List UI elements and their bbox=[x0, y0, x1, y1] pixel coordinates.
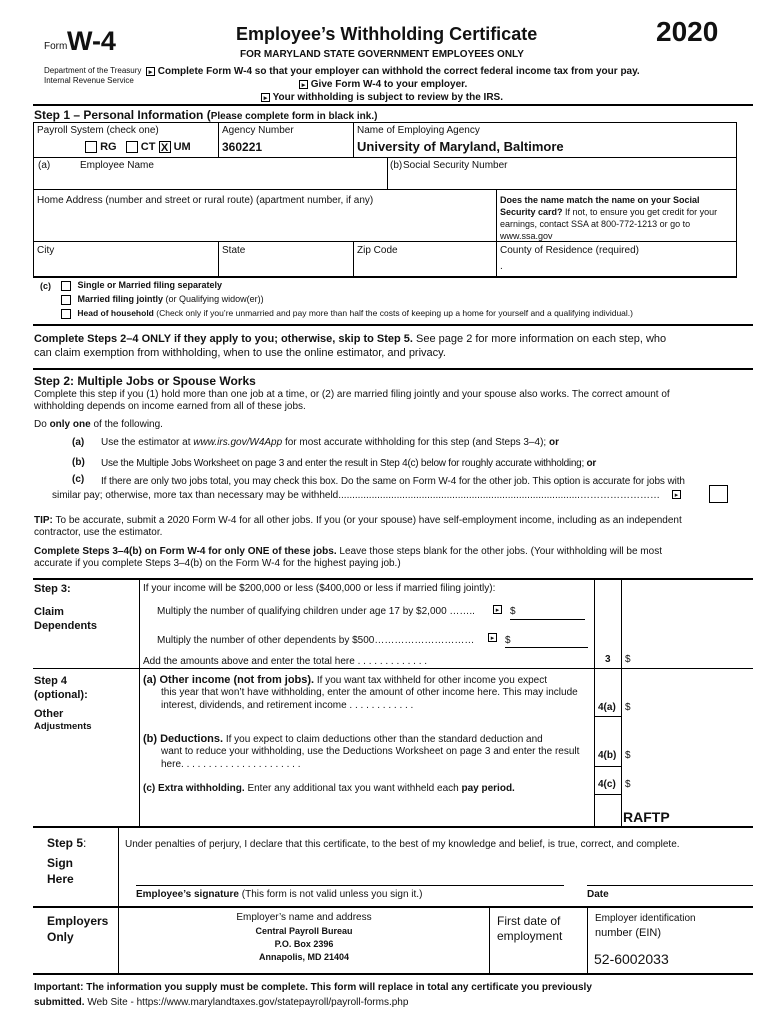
form-word: Form bbox=[44, 41, 68, 52]
complete-steps-note-line2: can claim exemption from withholding, when to use the online estimator, and privacy. bbox=[34, 347, 446, 359]
instruction-line1: ▸ Complete Form W-4 so that your employer can withhold the correct federal income tax from your pay. bbox=[146, 66, 640, 77]
step2-b-label: (b) bbox=[72, 457, 85, 468]
form-code: W-4 bbox=[67, 26, 116, 56]
married-checkbox[interactable] bbox=[61, 295, 71, 305]
employee-name-label: Employee Name bbox=[80, 160, 154, 171]
county-field[interactable]: . bbox=[500, 261, 503, 272]
dollar-sign: $ bbox=[505, 635, 511, 646]
b-label: (b) bbox=[390, 160, 403, 171]
dollar-sign: $ bbox=[510, 606, 516, 617]
agency-name-field[interactable]: University of Maryland, Baltimore bbox=[357, 139, 564, 154]
footer-website: submitted. Web Site - https://www.marylandtaxes.gov/statepayroll/payroll-forms.php bbox=[34, 997, 409, 1008]
rg-checkbox[interactable] bbox=[85, 141, 97, 153]
payroll-options: RG CT X UM bbox=[85, 141, 191, 153]
line-4b-field[interactable] bbox=[634, 748, 744, 762]
step4b-line1: (b) Deductions. If you expect to claim deductions other than the standard deduction and bbox=[143, 733, 543, 745]
tip-line1: TIP: To be accurate, submit a 2020 Form W-4 for all other jobs. If you (or your spouse) have self-employment income, including as an independent bbox=[34, 515, 682, 526]
dollar-sign: $ bbox=[625, 779, 631, 790]
step3-children-text: Multiply the number of qualifying children under age 17 by $2,000 …….. bbox=[157, 606, 475, 617]
arrow-icon: ▸ bbox=[146, 67, 155, 76]
employers-label1: Employers bbox=[47, 914, 109, 928]
agency-number-label: Agency Number bbox=[222, 125, 294, 136]
county-label: County of Residence (required) bbox=[500, 245, 639, 256]
step4a-line1: (a) Other income (not from jobs). If you want tax withheld for other income you expect bbox=[143, 674, 548, 686]
ssn-field[interactable] bbox=[392, 173, 732, 187]
step4-label2: (optional): bbox=[34, 689, 88, 701]
state-field[interactable] bbox=[222, 258, 342, 272]
form-title: Employee’s Withholding Certificate bbox=[236, 24, 538, 44]
instruction-line2: ▸ Give Form W-4 to your employer. bbox=[299, 79, 467, 90]
employee-name-field[interactable] bbox=[38, 173, 378, 187]
dollar-sign: $ bbox=[625, 702, 631, 713]
step4b-line3: here. . . . . . . . . . . . . . . . . . . . . . bbox=[161, 759, 301, 770]
step4-sub2: Adjustments bbox=[34, 721, 92, 732]
step3-label: Step 3: bbox=[34, 583, 71, 595]
ein-value[interactable]: 52-6002033 bbox=[594, 951, 669, 967]
city-label: City bbox=[37, 245, 55, 256]
arrow-icon: ▸ bbox=[672, 490, 681, 499]
first-date-field[interactable] bbox=[495, 944, 583, 968]
step3-sub1: Claim bbox=[34, 606, 64, 618]
step2-a-text: Use the estimator at www.irs.gov/W4App for most accurate withholding for this step (and Steps 3–4); or bbox=[101, 437, 559, 448]
step2-do-only: Do only one of the following. bbox=[34, 419, 163, 430]
children-amount-field[interactable] bbox=[518, 604, 584, 618]
line-4c-field[interactable] bbox=[634, 777, 744, 791]
dept-line2: Internal Revenue Service bbox=[44, 76, 134, 85]
head-of-household-checkbox[interactable] bbox=[61, 309, 71, 319]
step3-income-note: If your income will be $200,000 or less ($400,000 or less if married filing jointly): bbox=[143, 583, 496, 594]
line-4c-label: 4(c) bbox=[598, 779, 616, 790]
date-label: Date bbox=[587, 889, 609, 900]
employer-name-address: Employer’s name and address Central Payroll Bureau P.O. Box 2396 Annapolis, MD 21404 bbox=[236, 912, 372, 962]
arrow-icon: ▸ bbox=[493, 605, 502, 614]
step1-heading: Step 1 – Personal Information (Please complete form in black ink.) bbox=[34, 108, 378, 122]
raftp-stamp: RAFTP bbox=[623, 809, 670, 825]
address-label: Home Address (number and street or rural route) (apartment number, if any) bbox=[37, 195, 374, 206]
line-4a-field[interactable] bbox=[634, 700, 744, 714]
line-4b-label: 4(b) bbox=[598, 750, 617, 761]
employers-label2: Only bbox=[47, 930, 74, 944]
complete34-line2: accurate if you complete Steps 3–4(b) on the Form W-4 for the highest paying job.) bbox=[34, 558, 401, 569]
step2-a-label: (a) bbox=[72, 437, 85, 448]
state-label: State bbox=[222, 245, 246, 256]
step2-heading: Step 2: Multiple Jobs or Spouse Works bbox=[34, 374, 256, 388]
ct-checkbox[interactable] bbox=[126, 141, 138, 153]
complete-steps-note: Complete Steps 2–4 ONLY if they apply to you; otherwise, skip to Step 5. See page 2 for more information on each step, who bbox=[34, 333, 667, 345]
two-jobs-checkbox[interactable] bbox=[709, 485, 728, 503]
step5-label: Step 5: bbox=[47, 836, 87, 850]
city-field[interactable] bbox=[38, 258, 208, 272]
ein-label2: number (EIN) bbox=[595, 927, 662, 939]
dollar-sign: $ bbox=[625, 750, 631, 761]
payroll-system-label: Payroll System (check one) bbox=[37, 125, 159, 136]
zip-field[interactable] bbox=[357, 258, 487, 272]
form-year: 2020 bbox=[656, 16, 719, 47]
arrow-icon: ▸ bbox=[299, 80, 308, 89]
step2-c-label: (c) bbox=[72, 474, 85, 485]
um-checkbox[interactable]: X bbox=[159, 141, 171, 153]
step4b-line2: want to reduce your withholding, use the Deductions Worksheet on page 3 and enter the result bbox=[161, 746, 580, 757]
step3-other-deps-text: Multiply the number of other dependents by $500………………………… bbox=[157, 635, 475, 646]
arrow-icon: ▸ bbox=[488, 633, 497, 642]
step4a-line3: interest, dividends, and retirement income . . . . . . . . . . . . bbox=[161, 700, 414, 711]
filing-married: Married filing jointly (or Qualifying widow(er)) bbox=[61, 294, 264, 305]
footer-important: Important: The information you supply must be complete. This form will replace in total any certificate you previously bbox=[34, 982, 592, 993]
instruction-line3: ▸ Your withholding is subject to review by the IRS. bbox=[261, 92, 503, 103]
arrow-icon: ▸ bbox=[261, 93, 270, 102]
step4-sub1: Other bbox=[34, 708, 64, 720]
filing-head-of-household: Head of household (Check only if you’re unmarried and pay more than half the costs of keeping up a home for yourself and a qualifying individual.) bbox=[61, 308, 633, 319]
address-field[interactable] bbox=[38, 212, 488, 236]
first-date-label1: First date of bbox=[497, 914, 561, 928]
payroll-forms-link[interactable]: Web Site - https://www.marylandtaxes.gov/statepayroll/payroll-forms.php bbox=[84, 997, 409, 1008]
ein-label1: Employer identification bbox=[595, 913, 696, 924]
first-date-label2: employment bbox=[497, 929, 563, 943]
agency-number-field[interactable]: 360221 bbox=[222, 140, 263, 154]
ssa-note: Does the name match the name on your Social Security card? If not, to ensure you get credit for your earnings, contact SSA at 800-772-1213 or go to www.ssa.gov bbox=[500, 195, 718, 241]
irs-estimator-link[interactable]: www.irs.gov/W4App bbox=[193, 437, 283, 448]
step5-sub1: Sign bbox=[47, 856, 73, 870]
step4a-line2: this year that won’t have withholding, enter the amount of other income here. This may include bbox=[161, 687, 578, 698]
c-label: (c) bbox=[40, 281, 51, 291]
step5-sub2: Here bbox=[47, 872, 74, 886]
dept-line1: Department of the Treasury bbox=[44, 66, 142, 75]
date-field[interactable] bbox=[587, 858, 747, 884]
agency-name-label: Name of Employing Agency bbox=[357, 125, 480, 136]
step2-c-text1: If there are only two jobs total, you may check this box. Do the same on Form W-4 for the other job. This option is accurate for jobs with bbox=[101, 476, 685, 487]
line-3-label: 3 bbox=[605, 654, 611, 665]
a-label: (a) bbox=[38, 160, 51, 171]
step2-p1: Complete this step if you (1) hold more than one job at a time, or (2) are married filing jointly and your spouse also works. The correct amount of bbox=[34, 389, 670, 400]
zip-label: Zip Code bbox=[357, 245, 398, 256]
step3-add-total: Add the amounts above and enter the total here . . . . . . . . . . . . . bbox=[143, 656, 428, 667]
other-deps-amount-field[interactable] bbox=[513, 632, 587, 646]
line-3-field[interactable] bbox=[634, 652, 744, 666]
divider bbox=[33, 104, 753, 106]
dollar-sign: $ bbox=[625, 654, 631, 665]
step4-label: Step 4 bbox=[34, 675, 68, 687]
form-subtitle: FOR MARYLAND STATE GOVERNMENT EMPLOYEES ONLY bbox=[240, 49, 524, 60]
perjury-declaration: Under penalties of perjury, I declare that this certificate, to the best of my knowledge and belief, is true, correct, and complete. bbox=[125, 839, 680, 850]
step2-p2: withholding depends on income earned from all of these jobs. bbox=[34, 401, 306, 412]
signature-field[interactable] bbox=[136, 858, 556, 884]
single-checkbox[interactable] bbox=[61, 281, 71, 291]
complete34-line1: Complete Steps 3–4(b) on Form W-4 for only ONE of these jobs. Leave those steps blank for the other jobs. (Your withholding will be most bbox=[34, 546, 662, 557]
step2-b-text: Use the Multiple Jobs Worksheet on page 3 and enter the result in Step 4(c) below for roughly accurate withholding; or bbox=[101, 458, 597, 469]
step3-sub2: Dependents bbox=[34, 620, 97, 632]
tip-line2: contractor, use the estimator. bbox=[34, 527, 163, 538]
step2-c-text2: similar pay; otherwise, more tax than necessary may be withheld.......................................................................................…………………… bbox=[52, 490, 660, 501]
step4c-line: (c) Extra withholding. Enter any additional tax you want withheld each pay period. bbox=[143, 783, 515, 794]
line-4a-label: 4(a) bbox=[598, 702, 616, 713]
filing-single: Single or Married filing separately bbox=[61, 280, 222, 291]
ssn-label: Social Security Number bbox=[403, 160, 508, 171]
signature-label: Employee’s signature (This form is not valid unless you sign it.) bbox=[136, 889, 423, 900]
